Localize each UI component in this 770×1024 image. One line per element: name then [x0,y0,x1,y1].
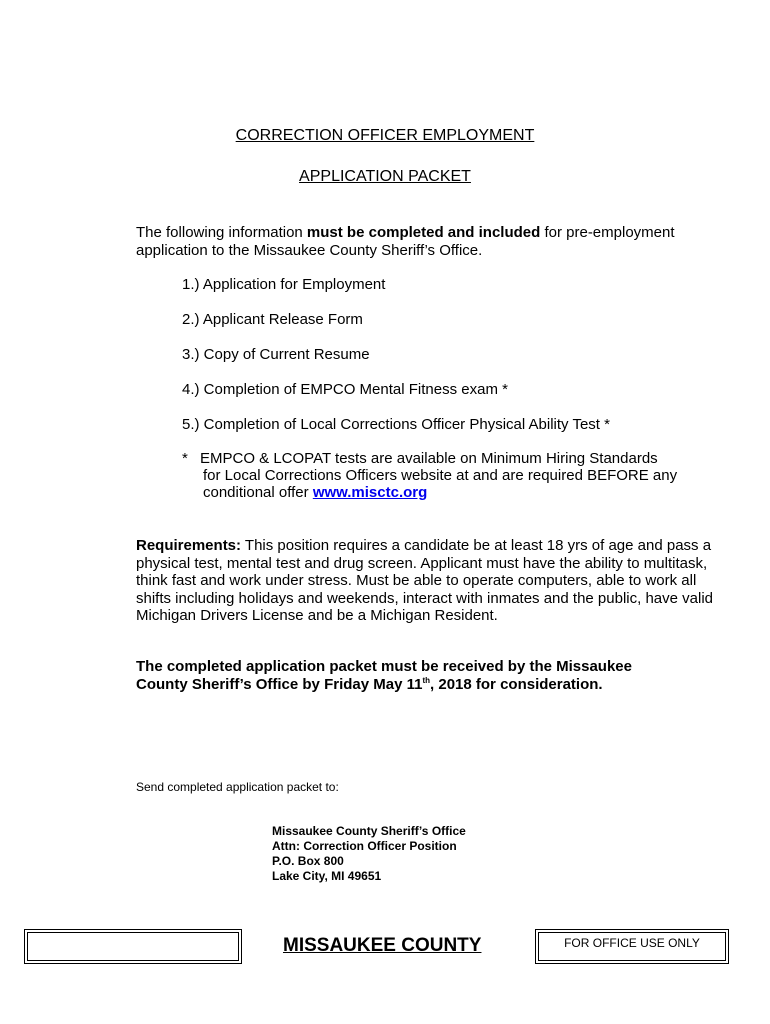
blank-form-box [27,932,239,961]
list-item: 4.) Completion of EMPCO Mental Fitness exam * [182,381,508,398]
deadline-notice [136,658,736,694]
underline-tail [481,935,491,957]
address-line: P.O. Box 800 [272,854,344,868]
list-item: 1.) Application for Employment [182,276,386,293]
send-label: Send completed application packet to: [136,780,339,794]
county-name: MISSAUKEE COUNTY [283,935,482,956]
intro-text-end: for pre-employment application to the Missaukee County Sheriff’s Office. [136,224,675,259]
deadline-year-text: , 2018 for consideration. [430,676,603,693]
testing-note [182,450,702,501]
intro-emphasis: must be completed and included [306,224,541,241]
intro-paragraph [136,224,736,260]
requirements-paragraph [136,537,726,625]
requirements-label: Requirements: [136,537,242,554]
document-subtitle: APPLICATION PACKET [299,168,471,185]
list-item: 2.) Applicant Release Form [182,311,363,328]
note-line: EMPCO & LCOPAT tests are available on Minimum Hiring Standards [200,450,658,467]
deadline-date-text: County Sheriff’s Office by Friday May 11 [136,676,423,693]
document-title: CORRECTION OFFICER EMPLOYMENT [235,127,535,144]
deadline-line [136,676,736,694]
note-line-prefix: conditional offer [203,484,313,501]
misctc-link[interactable]: www.misctc.org [312,484,428,501]
address-line: Missaukee County Sheriff’s Office [272,824,466,838]
office-use-box: FOR OFFICE USE ONLY [538,932,726,961]
intro-text: The following information [136,224,307,241]
address-line: Lake City, MI 49651 [272,869,382,883]
date-superscript: th [422,676,431,685]
list-item: 3.) Copy of Current Resume [182,346,370,363]
address-line: Attn: Correction Officer Position [272,839,457,853]
requirements-text: This position requires a candidate be at least 18 yrs of age and pass a physical test, mental test and drug screen. Applicant must have the ability to multitask, think fast and work under stress. Must be able to operate computers, able to work all shifts including holidays and weekends, interact with inmates and the public, have valid Michigan Drivers License and be a Michigan Resident. [136,537,714,624]
mailing-address [272,824,466,884]
note-line [182,484,702,501]
deadline-line: The completed application packet must be received by the Missaukee [136,658,632,675]
list-item: 5.) Completion of Local Corrections Officer Physical Ability Test * [182,416,610,433]
county-heading [283,935,491,957]
note-line: for Local Corrections Officers website at and are required BEFORE any [203,467,678,484]
note-asterisk: * [182,450,188,467]
